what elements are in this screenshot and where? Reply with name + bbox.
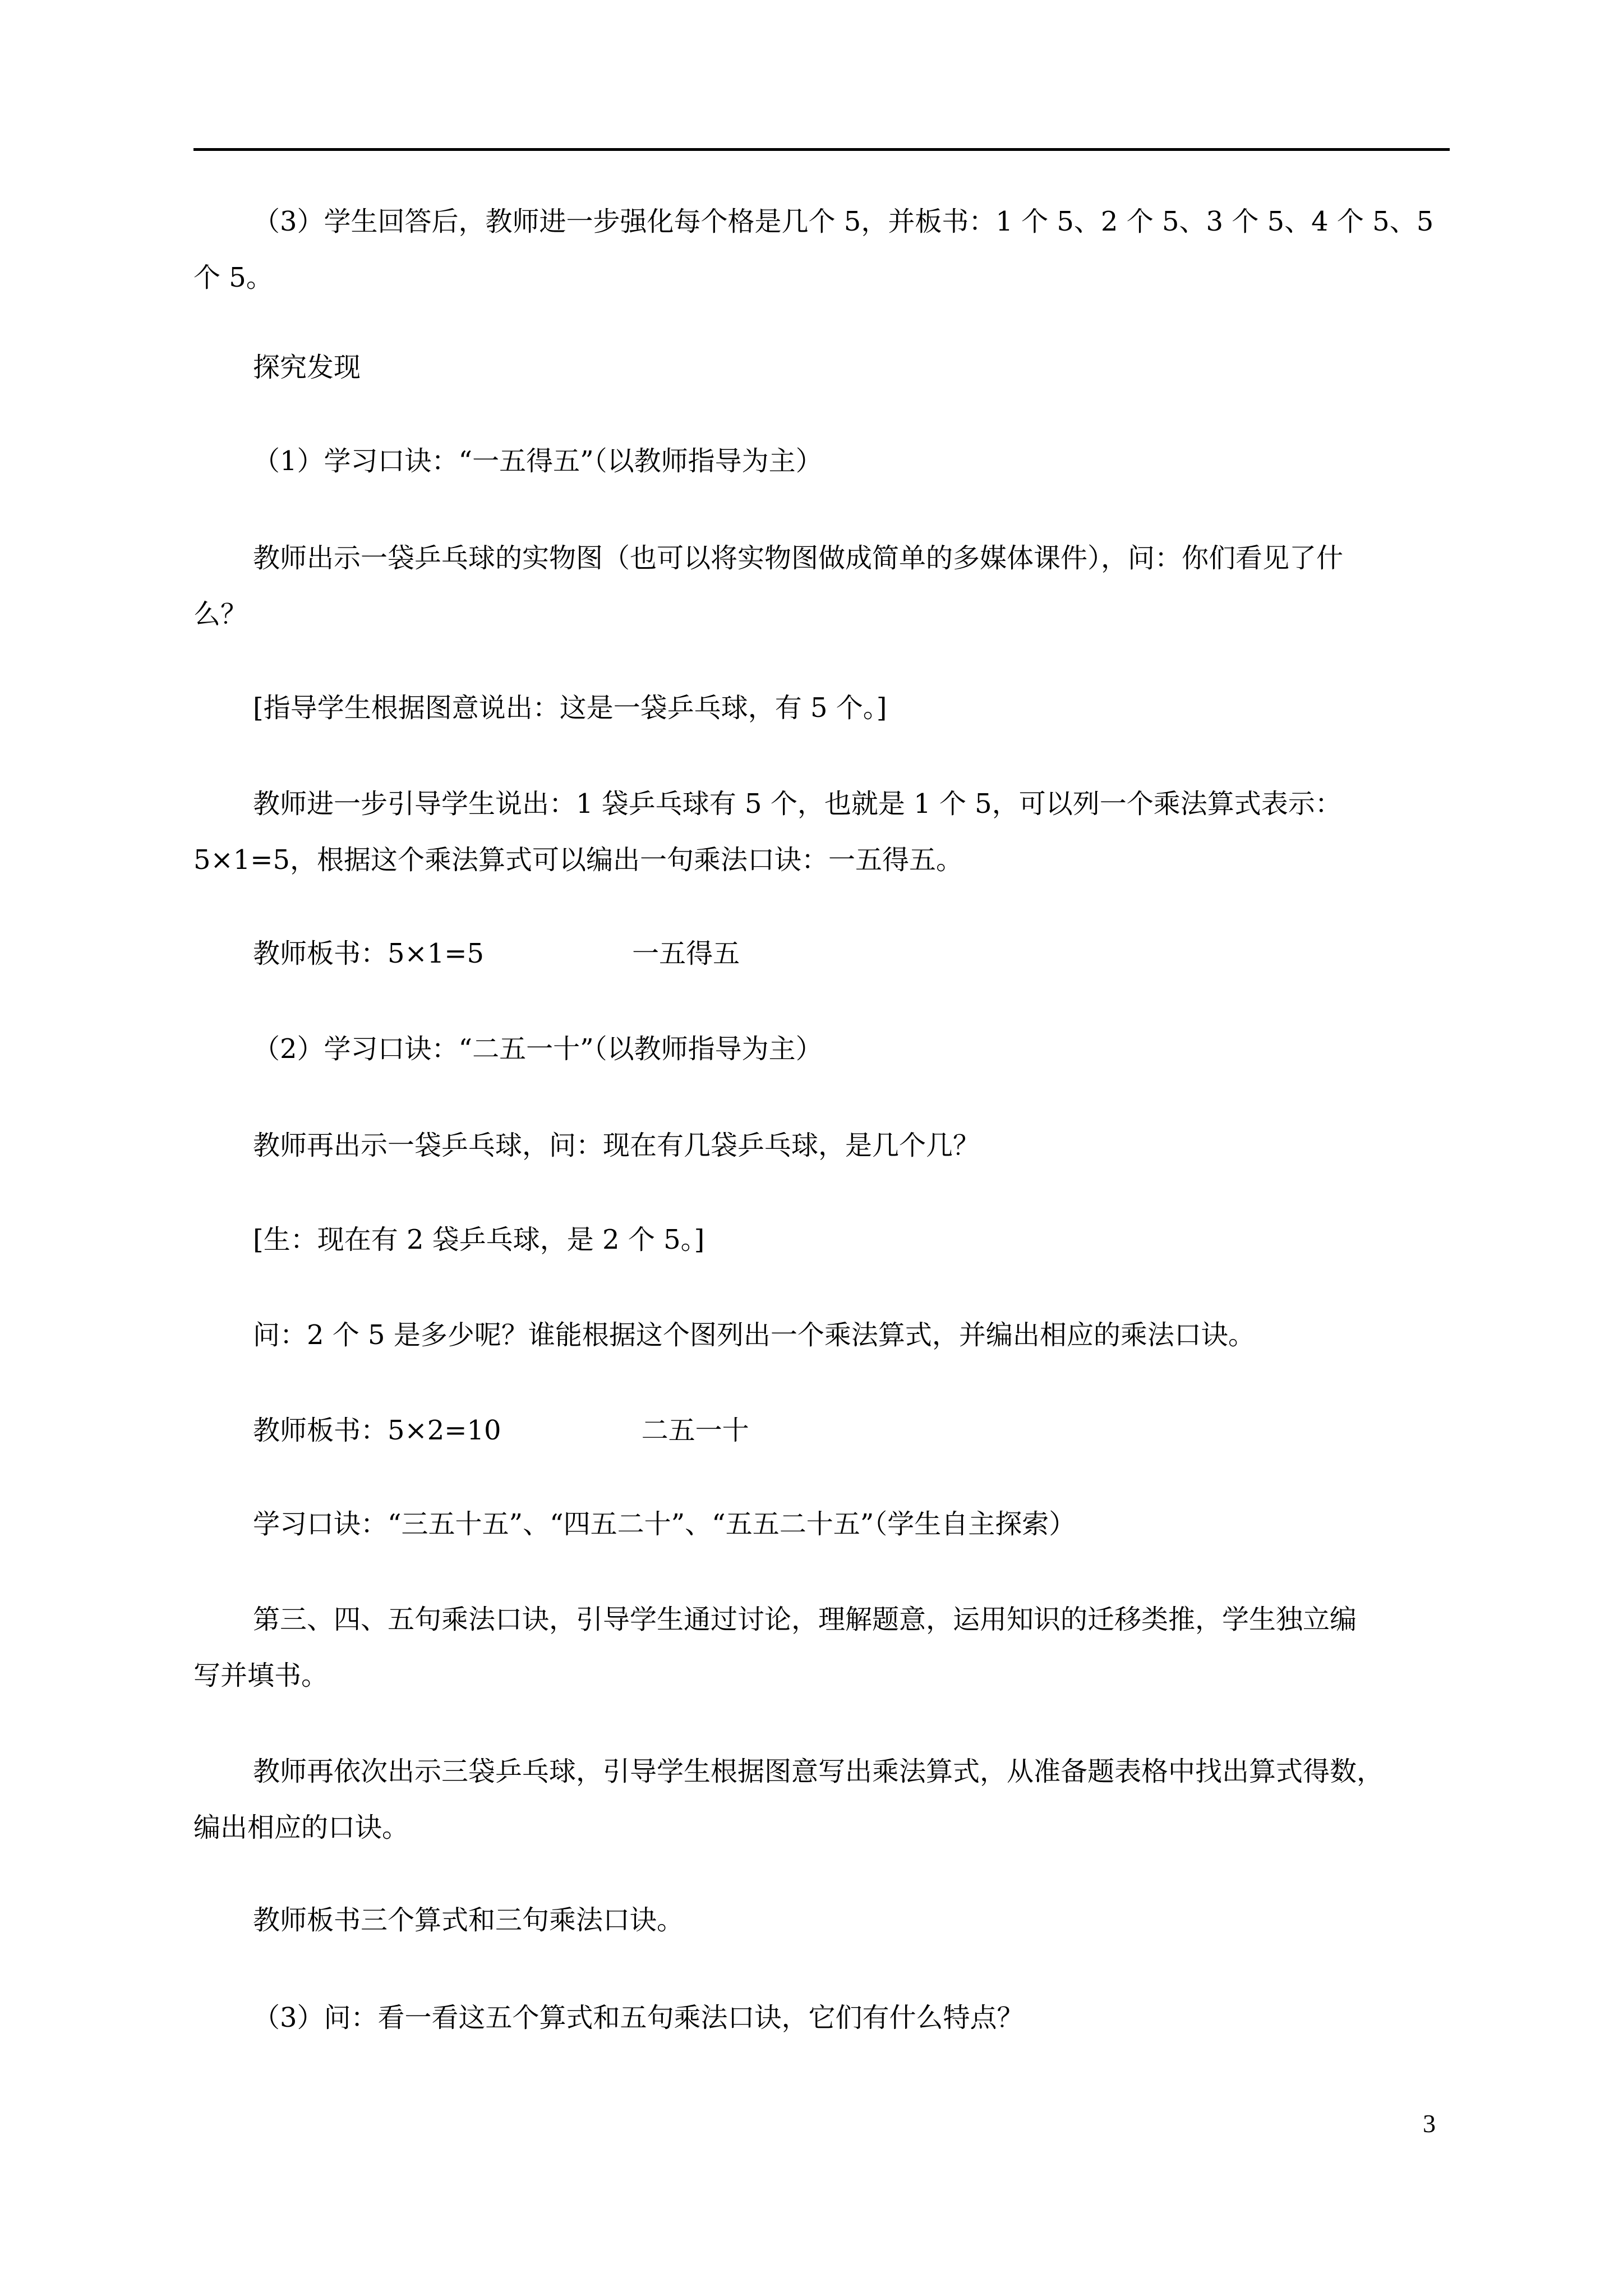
paragraph-5 (193, 680, 1450, 736)
paragraph-13 (193, 1496, 1450, 1552)
paragraph-3 (193, 433, 1450, 489)
paragraph-5-line-1: [指导学生根据图意说出：这是一袋乒乓球，有 5 个。] (253, 692, 887, 724)
paragraph-6 (193, 776, 1450, 888)
paragraph-9-line-1: 教师再出示一袋乒乓球，问：现在有几袋乒乓球，是几个几？ (253, 1130, 980, 1161)
paragraph-1-line-1: （3）学生回答后，教师进一步强化每个格是几个 5，并板书：1 个 5、2 个 5、3 个 5、4 个 5、5 (253, 206, 1434, 237)
section-heading-explore (193, 339, 1450, 395)
board-writing-2-rhyme: 二五一十 (641, 1415, 749, 1446)
board-writing-1-rhyme: 一五得五 (632, 938, 740, 969)
board-writing-2-equation: 教师板书：5×2=10 (253, 1415, 501, 1446)
paragraph-17-line-1: （3）问：看一看这五个算式和五句乘法口诀，它们有什么特点？ (253, 2002, 1024, 2033)
paragraph-16 (193, 1892, 1450, 1948)
paragraph-17 (193, 1990, 1450, 2046)
paragraph-4-line-1: 教师出示一袋乒乓球的实物图（也可以将实物图做成简单的多媒体课件），问：你们看见了什 (253, 542, 1344, 574)
section-heading-text: 探究发现 (253, 352, 361, 383)
paragraph-14-line-2: 写并填书。 (193, 1660, 329, 1691)
paragraph-1 (193, 194, 1450, 306)
paragraph-11-line-1: 问：2 个 5 是多少呢？谁能根据这个图列出一个乘法算式，并编出相应的乘法口诀。 (253, 1319, 1255, 1351)
board-writing-1 (253, 926, 740, 982)
paragraph-14 (193, 1591, 1450, 1704)
paragraph-11 (193, 1307, 1450, 1363)
paragraph-13-line-1: 学习口诀：“三五十五”、“四五二十”、“五五二十五”（学生自主探索） (253, 1508, 1076, 1540)
paragraph-9 (193, 1117, 1450, 1174)
paragraph-10-line-1: [生：现在有 2 袋乒乓球，是 2 个 5。] (253, 1224, 705, 1255)
paragraph-8 (193, 1021, 1450, 1077)
paragraph-3-line-1: （1）学习口诀：“一五得五”（以教师指导为主） (253, 445, 823, 477)
paragraph-15-line-1: 教师再依次出示三袋乒乓球，引导学生根据图意写出乘法算式，从准备题表格中找出算式得数， (253, 1756, 1384, 1787)
paragraph-4-line-2: 么？ (193, 599, 248, 630)
paragraph-15 (193, 1743, 1450, 1856)
paragraph-14-line-1: 第三、四、五句乘法口诀，引导学生通过讨论，理解题意，运用知识的迁移类推，学生独立编 (253, 1604, 1357, 1635)
paragraph-15-line-2: 编出相应的口诀。 (193, 1812, 409, 1843)
paragraph-6-line-1: 教师进一步引导学生说出：1 袋乒乓球有 5 个，也就是 1 个 5，可以列一个乘法算式表示： (253, 788, 1342, 820)
page-number: 3 (1423, 2109, 1436, 2138)
header-rule (193, 148, 1450, 151)
board-writing-2 (253, 1402, 749, 1458)
board-writing-1-equation: 教师板书：5×1=5 (253, 938, 485, 969)
paragraph-6-line-2: 5×1=5，根据这个乘法算式可以编出一句乘法口诀：一五得五。 (193, 844, 963, 876)
paragraph-16-line-1: 教师板书三个算式和三句乘法口诀。 (253, 1904, 684, 1936)
paragraph-8-line-1: （2）学习口诀：“二五一十”（以教师指导为主） (253, 1033, 823, 1065)
paragraph-10 (193, 1212, 1450, 1268)
paragraph-1-line-2: 个 5。 (193, 262, 273, 293)
paragraph-4 (193, 530, 1450, 642)
